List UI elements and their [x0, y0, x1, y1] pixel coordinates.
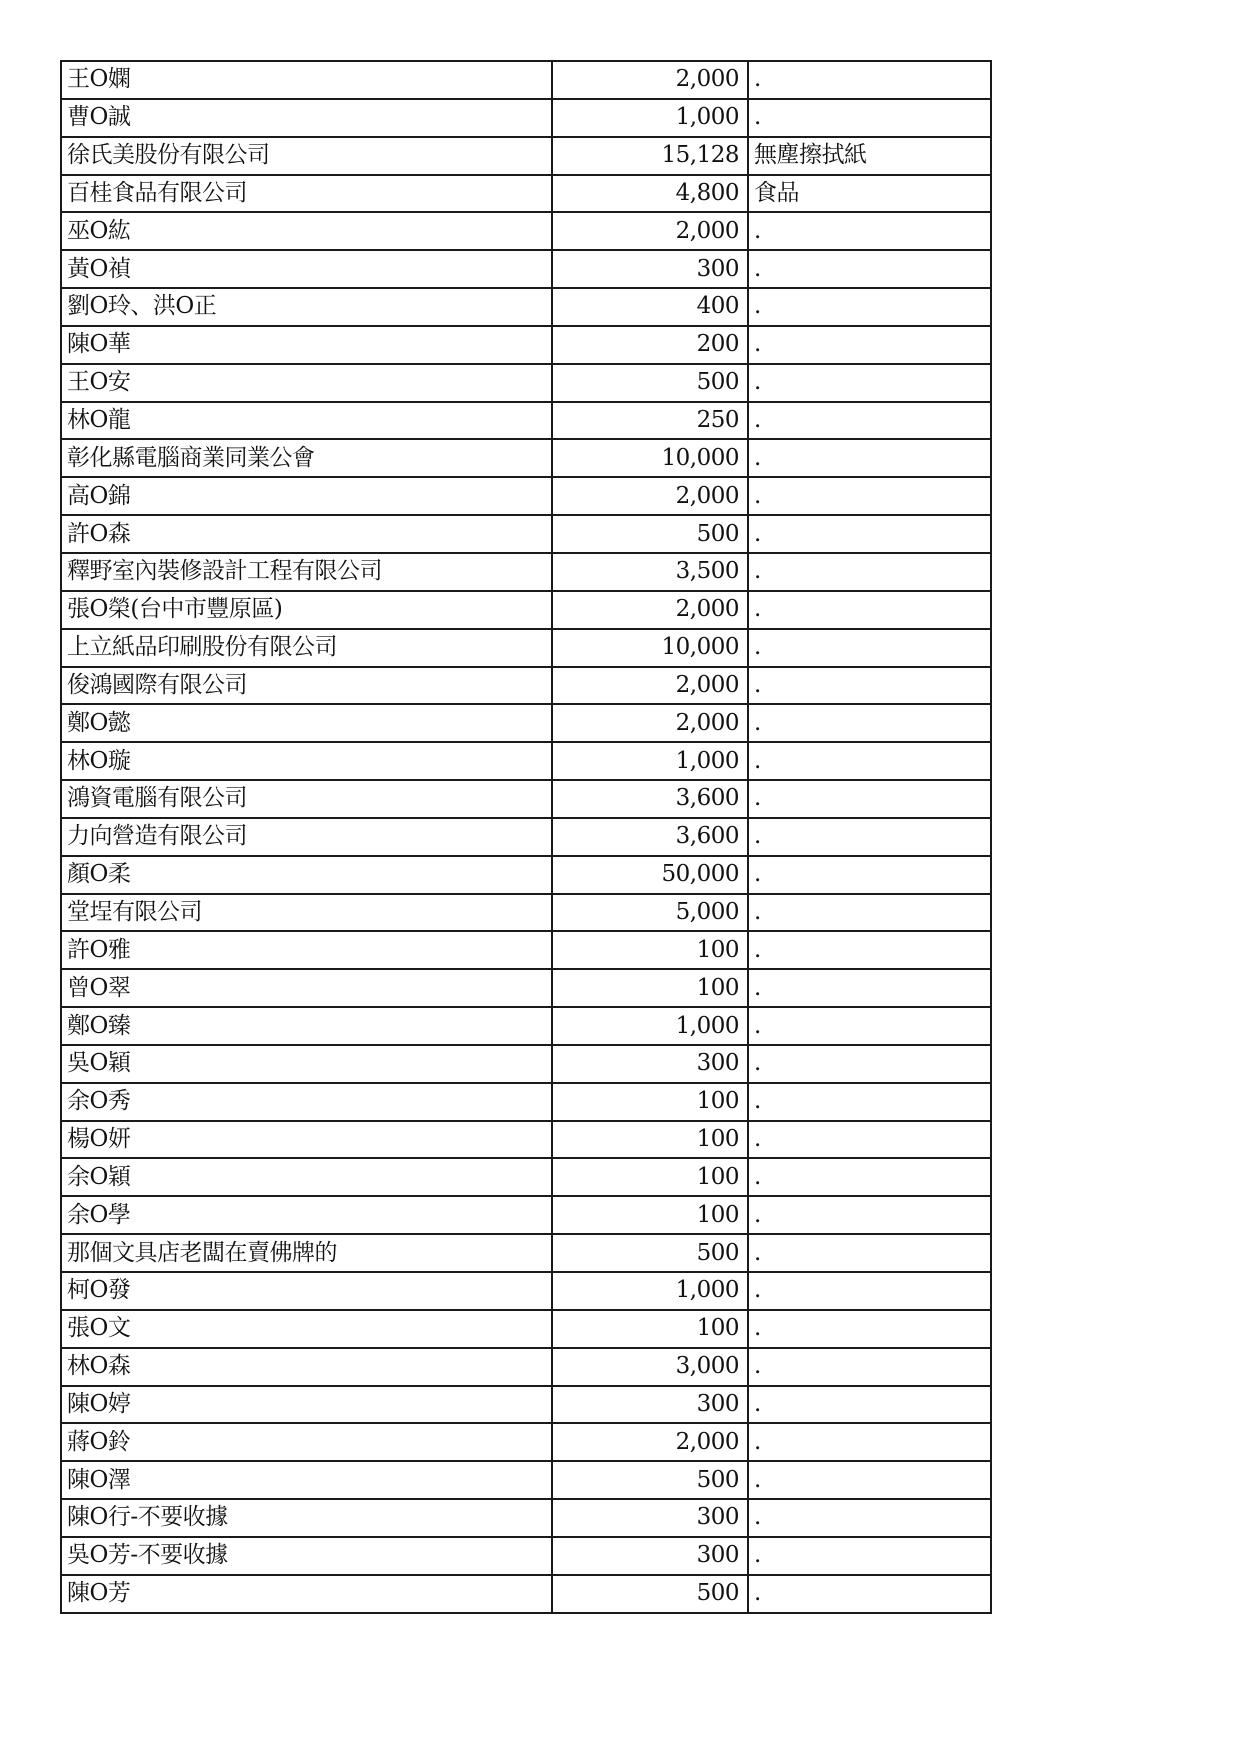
table-row — [61, 1083, 991, 1121]
table-row — [61, 1499, 991, 1537]
donation-note-cell: . — [748, 1121, 991, 1159]
donation-amount-cell: 1,000 — [552, 99, 748, 137]
donor-name-cell: 堂埕有限公司 — [61, 894, 552, 932]
donor-name-cell: 王O安 — [61, 364, 552, 402]
table-row — [61, 629, 991, 667]
donor-name-cell: 鄭O臻 — [61, 1007, 552, 1045]
donation-note-cell: . — [748, 364, 991, 402]
table-row — [61, 402, 991, 440]
table-row — [61, 704, 991, 742]
donation-note-cell: . — [748, 931, 991, 969]
table-row — [61, 137, 991, 175]
donation-note-cell: . — [748, 1272, 991, 1310]
donor-name-cell: 陳O澤 — [61, 1461, 552, 1499]
donation-amount-cell: 300 — [552, 1499, 748, 1537]
donor-name-cell: 高O錦 — [61, 477, 552, 515]
donation-note-cell: . — [748, 1537, 991, 1575]
donation-note-cell: . — [748, 1196, 991, 1234]
donation-note-cell: . — [748, 1310, 991, 1348]
donation-amount-cell: 200 — [552, 326, 748, 364]
donor-name-cell: 許O雅 — [61, 931, 552, 969]
donation-amount-cell: 1,000 — [552, 742, 748, 780]
donation-amount-cell: 300 — [552, 1045, 748, 1083]
table-row — [61, 1575, 991, 1613]
donation-amount-cell: 500 — [552, 515, 748, 553]
donor-name-cell: 力向營造有限公司 — [61, 818, 552, 856]
donor-name-cell: 林O龍 — [61, 402, 552, 440]
table-row — [61, 931, 991, 969]
donation-note-cell: . — [748, 704, 991, 742]
donation-note-cell: . — [748, 326, 991, 364]
donation-amount-cell: 2,000 — [552, 61, 748, 99]
donation-amount-cell: 2,000 — [552, 704, 748, 742]
donor-name-cell: 柯O發 — [61, 1272, 552, 1310]
donor-name-cell: 上立紙品印刷股份有限公司 — [61, 629, 552, 667]
donor-name-cell: 吳O芳-不要收據 — [61, 1537, 552, 1575]
donation-amount-cell: 2,000 — [552, 591, 748, 629]
donation-note-cell: . — [748, 1007, 991, 1045]
donation-amount-cell: 500 — [552, 1461, 748, 1499]
donation-amount-cell: 250 — [552, 402, 748, 440]
donation-note-cell: . — [748, 780, 991, 818]
donor-name-cell: 吳O穎 — [61, 1045, 552, 1083]
donation-amount-cell: 300 — [552, 1537, 748, 1575]
donation-amount-cell: 100 — [552, 1158, 748, 1196]
donation-note-cell: . — [748, 402, 991, 440]
table-row — [61, 250, 991, 288]
donation-amount-cell: 400 — [552, 288, 748, 326]
donor-name-cell: 釋野室內裝修設計工程有限公司 — [61, 553, 552, 591]
donation-table — [60, 60, 992, 1614]
table-row — [61, 364, 991, 402]
table-row — [61, 1423, 991, 1461]
donation-note-cell: . — [748, 1386, 991, 1424]
donation-note-cell: . — [748, 969, 991, 1007]
table-row — [61, 1158, 991, 1196]
donation-table-body — [61, 61, 991, 1613]
donation-amount-cell: 5,000 — [552, 894, 748, 932]
donation-amount-cell: 100 — [552, 1310, 748, 1348]
donation-amount-cell: 500 — [552, 1575, 748, 1613]
table-row — [61, 99, 991, 137]
table-row — [61, 212, 991, 250]
donation-amount-cell: 3,600 — [552, 780, 748, 818]
donor-name-cell: 巫O紘 — [61, 212, 552, 250]
donation-amount-cell: 2,000 — [552, 477, 748, 515]
donor-name-cell: 陳O芳 — [61, 1575, 552, 1613]
table-row — [61, 1537, 991, 1575]
table-row — [61, 439, 991, 477]
donation-note-cell: . — [748, 1083, 991, 1121]
table-row — [61, 1386, 991, 1424]
donation-note-cell: . — [748, 515, 991, 553]
donor-name-cell: 曾O翠 — [61, 969, 552, 1007]
table-row — [61, 818, 991, 856]
donation-note-cell: . — [748, 1348, 991, 1386]
donation-amount-cell: 500 — [552, 364, 748, 402]
donor-name-cell: 余O秀 — [61, 1083, 552, 1121]
donor-name-cell: 余O學 — [61, 1196, 552, 1234]
table-row — [61, 780, 991, 818]
table-row — [61, 1121, 991, 1159]
donation-note-cell: . — [748, 553, 991, 591]
donor-name-cell: 張O文 — [61, 1310, 552, 1348]
donor-name-cell: 黃O禎 — [61, 250, 552, 288]
donor-name-cell: 陳O婷 — [61, 1386, 552, 1424]
table-row — [61, 1045, 991, 1083]
donation-amount-cell: 100 — [552, 1196, 748, 1234]
donation-amount-cell: 1,000 — [552, 1272, 748, 1310]
table-row — [61, 591, 991, 629]
donor-name-cell: 林O森 — [61, 1348, 552, 1386]
table-row — [61, 477, 991, 515]
donor-name-cell: 那個文具店老闆在賣佛牌的 — [61, 1234, 552, 1272]
donor-name-cell: 蔣O鈴 — [61, 1423, 552, 1461]
donor-name-cell: 顏O柔 — [61, 856, 552, 894]
donation-note-cell: . — [748, 1158, 991, 1196]
donation-note-cell: . — [748, 629, 991, 667]
table-row — [61, 1234, 991, 1272]
donor-name-cell: 林O璇 — [61, 742, 552, 780]
donation-note-cell: . — [748, 1234, 991, 1272]
table-row — [61, 61, 991, 99]
table-row — [61, 1272, 991, 1310]
donation-note-cell: . — [748, 99, 991, 137]
donation-note-cell: . — [748, 856, 991, 894]
donation-amount-cell: 300 — [552, 1386, 748, 1424]
table-row — [61, 326, 991, 364]
donor-name-cell: 余O穎 — [61, 1158, 552, 1196]
table-row — [61, 742, 991, 780]
donor-name-cell: 鄭O懿 — [61, 704, 552, 742]
donation-amount-cell: 3,500 — [552, 553, 748, 591]
donor-name-cell: 王O嫻 — [61, 61, 552, 99]
donor-name-cell: 彰化縣電腦商業同業公會 — [61, 439, 552, 477]
donation-note-cell: . — [748, 212, 991, 250]
donor-name-cell: 鴻資電腦有限公司 — [61, 780, 552, 818]
donation-amount-cell: 100 — [552, 931, 748, 969]
donation-note-cell: . — [748, 288, 991, 326]
donor-name-cell: 楊O妍 — [61, 1121, 552, 1159]
donation-amount-cell: 10,000 — [552, 439, 748, 477]
donation-amount-cell: 3,600 — [552, 818, 748, 856]
donor-name-cell: 俊鴻國際有限公司 — [61, 667, 552, 705]
donation-amount-cell: 2,000 — [552, 212, 748, 250]
donation-note-cell: . — [748, 1461, 991, 1499]
donation-amount-cell: 50,000 — [552, 856, 748, 894]
donation-amount-cell: 4,800 — [552, 175, 748, 213]
table-row — [61, 175, 991, 213]
table-row — [61, 1348, 991, 1386]
donor-name-cell: 劉O玲、洪O正 — [61, 288, 552, 326]
donor-name-cell: 百桂食品有限公司 — [61, 175, 552, 213]
donation-amount-cell: 15,128 — [552, 137, 748, 175]
donation-note-cell: . — [748, 250, 991, 288]
donor-name-cell: 張O榮(台中市豐原區) — [61, 591, 552, 629]
table-row — [61, 553, 991, 591]
table-row — [61, 856, 991, 894]
table-row — [61, 894, 991, 932]
donation-amount-cell: 10,000 — [552, 629, 748, 667]
donation-note-cell: 無塵擦拭紙 — [748, 137, 991, 175]
donation-amount-cell: 2,000 — [552, 667, 748, 705]
table-row — [61, 667, 991, 705]
table-row — [61, 1196, 991, 1234]
donation-note-cell: . — [748, 439, 991, 477]
donation-amount-cell: 100 — [552, 1083, 748, 1121]
donation-note-cell: . — [748, 1575, 991, 1613]
donor-name-cell: 陳O行-不要收據 — [61, 1499, 552, 1537]
donation-note-cell: . — [748, 591, 991, 629]
table-row — [61, 1461, 991, 1499]
donation-note-cell: . — [748, 61, 991, 99]
table-row — [61, 969, 991, 1007]
donation-amount-cell: 500 — [552, 1234, 748, 1272]
table-row — [61, 1007, 991, 1045]
donation-amount-cell: 300 — [552, 250, 748, 288]
donor-name-cell: 陳O華 — [61, 326, 552, 364]
donation-amount-cell: 100 — [552, 1121, 748, 1159]
donation-amount-cell: 1,000 — [552, 1007, 748, 1045]
donation-note-cell: . — [748, 1423, 991, 1461]
donor-name-cell: 許O森 — [61, 515, 552, 553]
donation-note-cell: 食品 — [748, 175, 991, 213]
donation-note-cell: . — [748, 742, 991, 780]
donation-amount-cell: 100 — [552, 969, 748, 1007]
donation-note-cell: . — [748, 894, 991, 932]
donor-name-cell: 徐氏美股份有限公司 — [61, 137, 552, 175]
donation-note-cell: . — [748, 477, 991, 515]
table-row — [61, 1310, 991, 1348]
table-row — [61, 288, 991, 326]
donor-name-cell: 曹O誠 — [61, 99, 552, 137]
donation-note-cell: . — [748, 818, 991, 856]
donation-note-cell: . — [748, 1499, 991, 1537]
donation-note-cell: . — [748, 1045, 991, 1083]
donation-amount-cell: 2,000 — [552, 1423, 748, 1461]
table-row — [61, 515, 991, 553]
donation-amount-cell: 3,000 — [552, 1348, 748, 1386]
donation-note-cell: . — [748, 667, 991, 705]
